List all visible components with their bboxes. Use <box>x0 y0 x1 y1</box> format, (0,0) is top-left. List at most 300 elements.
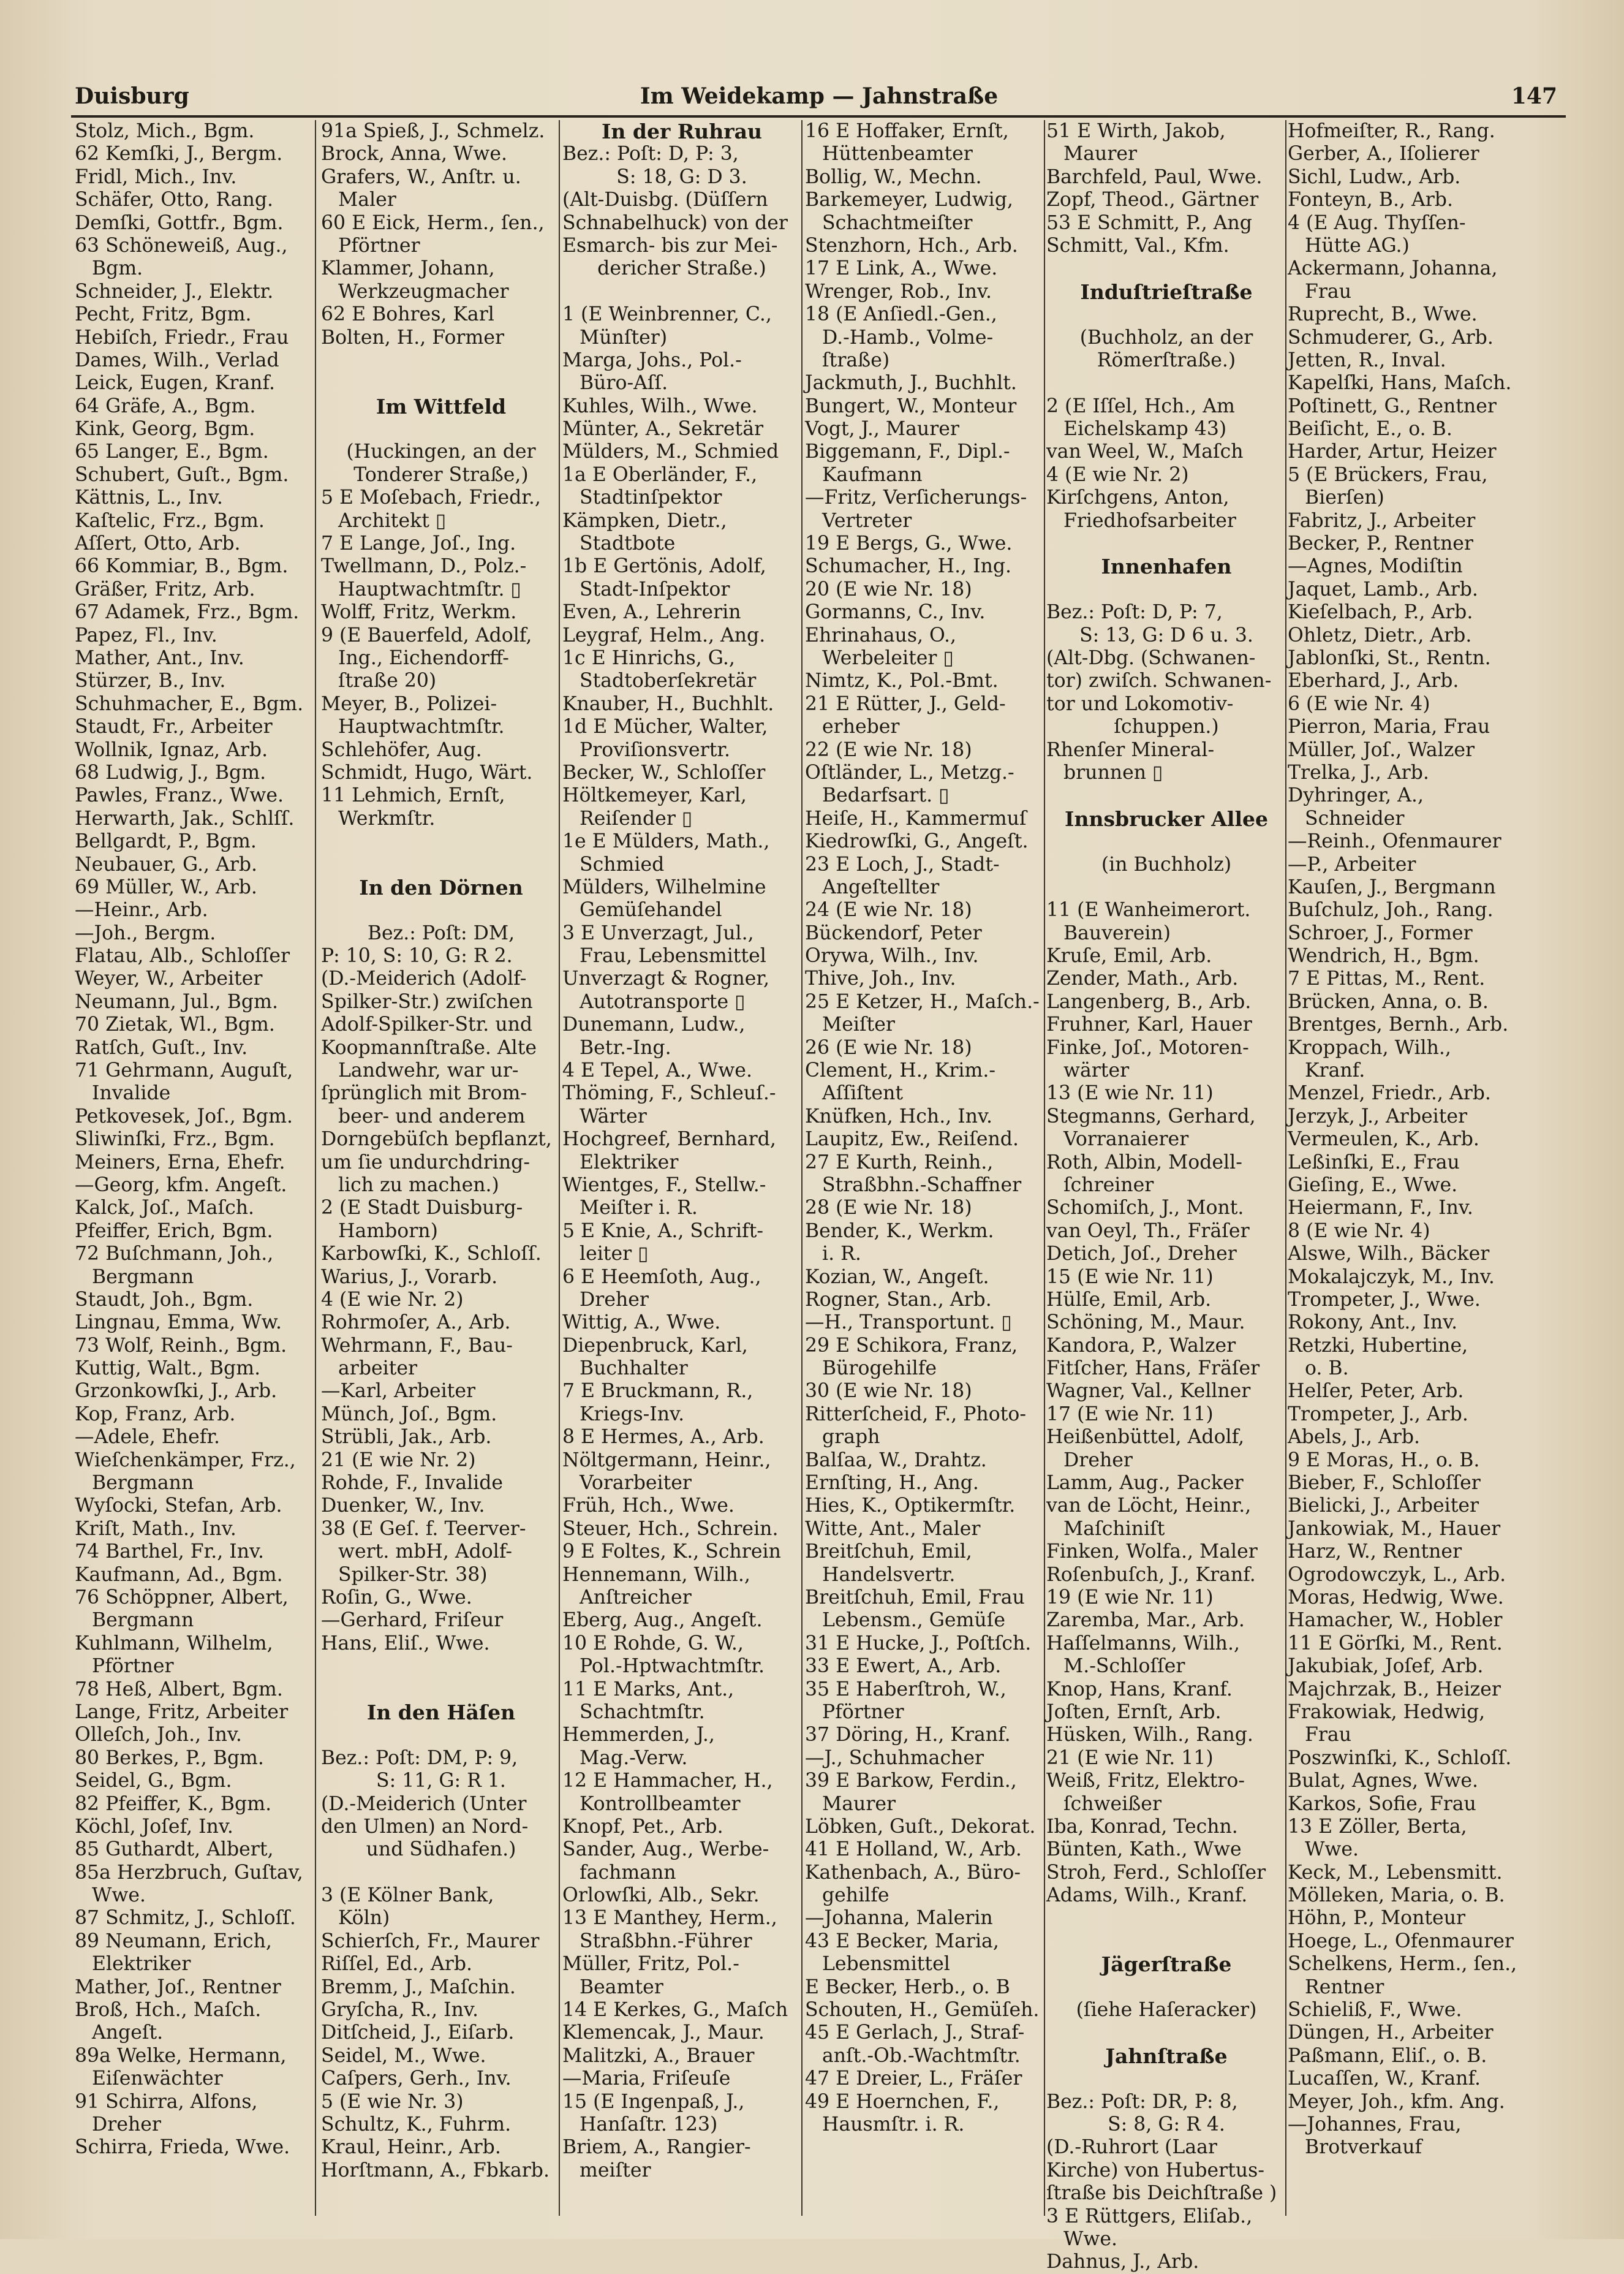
directory-line: Brücken, Anna, o. B. <box>1288 990 1489 1013</box>
directory-line: Grzonkowſki, J., Arb. <box>75 1380 278 1403</box>
directory-line: 13 E Zöller, Berta, <box>1288 1815 1467 1838</box>
directory-line: 1a E Oberländer, F., <box>562 463 758 486</box>
spacer <box>1046 1907 1286 1930</box>
directory-line: Landwehr, war ur- <box>338 1059 519 1082</box>
directory-line: 31 E Hucke, J., Poſtſch. <box>805 1632 1032 1654</box>
spacer <box>1046 2067 1286 2090</box>
directory-line: Maurer <box>1063 143 1138 165</box>
directory-line: Münter, A., Sekretär <box>562 418 764 441</box>
directory-line: Betr.-Ing. <box>580 1036 671 1059</box>
directory-line: Schierſch, Fr., Maurer <box>321 1930 540 1952</box>
column-divider <box>1285 120 1286 2216</box>
spacer <box>321 830 561 853</box>
directory-line: Maſchiniſt <box>1063 1517 1165 1540</box>
directory-line: o. B. <box>1305 1357 1349 1380</box>
directory-line: Ratſch, Guſt., Inv. <box>75 1036 248 1059</box>
directory-line: Witte, Ant., Maler <box>805 1517 981 1540</box>
directory-line: 45 E Gerlach, J., Straf- <box>805 2022 1025 2044</box>
directory-line: Mölleken, Maria, o. B. <box>1288 1884 1505 1907</box>
spacer <box>321 899 561 922</box>
directory-line: Münſter) <box>580 326 668 349</box>
directory-line: Dreher <box>580 1288 649 1311</box>
directory-line: 38 (E Geſ. f. Teerver- <box>321 1517 526 1540</box>
directory-line: Gräßer, Fritz, Arb. <box>75 578 255 601</box>
directory-line: Mülders, M., Schmied <box>562 441 779 463</box>
directory-line: 85a Herzbruch, Guſtav, <box>75 1861 303 1884</box>
directory-line: Kriegs-Inv. <box>580 1403 685 1425</box>
directory-line: Gormanns, C., Inv. <box>805 601 986 624</box>
directory-line: Ernſting, H., Ang. <box>805 1472 979 1495</box>
directory-line: ſchreiner <box>1063 1173 1154 1196</box>
page-number: 147 <box>1511 83 1557 109</box>
directory-line: Lebensm., Gemüſe <box>822 1609 1005 1632</box>
directory-line: Hoege, L., Ofenmaurer <box>1288 1930 1514 1952</box>
directory-line: Hauptwachtmſtr. <box>338 716 505 738</box>
directory-line: 87 Schmitz, J., Schloſſ. <box>75 1907 296 1930</box>
page-header <box>69 80 1569 115</box>
directory-line: Helſer, Peter, Arb. <box>1288 1380 1464 1403</box>
directory-line: Malitzki, A., Brauer <box>562 2044 755 2067</box>
directory-line: 49 E Hoernchen, F., <box>805 2090 1000 2113</box>
directory-line: Kroppach, Wilh., <box>1288 1036 1451 1059</box>
directory-line: Gemüſehandel <box>580 899 722 922</box>
directory-line: Bremm, J., Maſchin. <box>321 1976 516 1998</box>
directory-line: Staudt, Joh., Bgm. <box>75 1288 254 1311</box>
directory-line: Hausmſtr. i. R. <box>822 2113 965 2136</box>
directory-line: arbeiter <box>338 1357 418 1380</box>
directory-line: 62 E Bohres, Karl <box>321 303 494 326</box>
directory-line: Iba, Konrad, Techn. <box>1046 1815 1238 1838</box>
directory-line: 20 (E wie Nr. 18) <box>805 578 972 601</box>
directory-line: —H., Transportunt. ▯ <box>805 1311 1012 1334</box>
directory-line: Joſten, Ernſt, Arb. <box>1046 1700 1222 1723</box>
directory-line: Autotransporte ▯ <box>580 990 746 1013</box>
directory-line: Lebensmittel <box>822 1953 950 1976</box>
directory-line: E Becker, Herb., o. B <box>805 1976 1010 1998</box>
directory-line: Neubauer, G., Arb. <box>75 853 258 876</box>
directory-line: 76 Schöppner, Albert, <box>75 1586 289 1609</box>
directory-line: Vorarbeiter <box>580 1472 692 1495</box>
directory-line: Seidel, M., Wwe. <box>321 2044 486 2067</box>
directory-line: Wollnik, Ignaz, Arb. <box>75 738 268 761</box>
directory-line: (in Buchholz) <box>1101 853 1232 876</box>
directory-line: Haſſelmanns, Wilh., <box>1046 1632 1240 1654</box>
directory-line: Müller, Fritz, Pol.- <box>562 1953 739 1976</box>
directory-line: Ruprecht, B., Wwe. <box>1288 303 1478 326</box>
directory-line: Broß, Hch., Maſch. <box>75 1999 262 2022</box>
directory-line: 85 Guthardt, Albert, <box>75 1838 274 1861</box>
directory-line: 2 (E Stadt Duisburg- <box>321 1197 523 1219</box>
directory-line: Harz, W., Rentner <box>1288 1541 1462 1563</box>
directory-line: Schöning, M., Maur. <box>1046 1311 1245 1334</box>
directory-line: Pecht, Fritz, Bgm. <box>75 303 252 326</box>
directory-line: brunnen ▯ <box>1063 761 1163 784</box>
directory-line: P: 10, S: 10, G: R 2. <box>321 945 513 968</box>
directory-line: Maler <box>338 189 396 211</box>
header-city: Duisburg <box>75 83 189 109</box>
directory-line: 13 E Manthey, Herm., <box>562 1907 777 1930</box>
directory-line: Heiſe, H., Kammermuſ <box>805 807 1027 830</box>
spacer <box>1046 303 1286 326</box>
directory-line: Schmied <box>580 853 665 876</box>
directory-line: Schachtmeiſter <box>822 211 973 234</box>
directory-line: Staudt, Fr., Arbeiter <box>75 716 273 738</box>
directory-line: 91a Spieß, J., Schmelz. <box>321 120 545 142</box>
directory-line: Ackermann, Johanna, <box>1288 257 1498 280</box>
directory-line: Elektriker <box>580 1151 679 1173</box>
directory-line: Kaſtelic, Frz., Bgm. <box>75 509 265 532</box>
directory-line: 91 Schirra, Alfons, <box>75 2090 258 2113</box>
directory-line: Jankowiak, M., Hauer <box>1288 1517 1501 1540</box>
directory-line: 69 Müller, W., Arb. <box>75 876 257 898</box>
directory-line: 64 Gräfe, A., Bgm. <box>75 395 256 417</box>
directory-line: 1 (E Weinbrenner, C., <box>562 303 772 326</box>
directory-line: Finken, Wolfa., Maler <box>1046 1541 1258 1563</box>
directory-line: Karkos, Sofie, Frau <box>1288 1792 1476 1815</box>
directory-line: Stadtoberſekretär <box>580 670 757 692</box>
directory-line: Dyhringer, A., <box>1288 784 1424 807</box>
directory-line: Trelka, J., Arb. <box>1288 761 1429 784</box>
directory-line: Schmidt, Hugo, Wärt. <box>321 761 533 784</box>
directory-line: Papez, Fl., Inv. <box>75 624 217 646</box>
street-heading: Induſtrieſtraße <box>1080 279 1253 304</box>
directory-line: 1e E Mülders, Math., <box>562 830 770 853</box>
directory-line: Langenberg, B., Arb. <box>1046 990 1252 1013</box>
directory-line: Breitſchuh, Emil, Frau <box>805 1586 1025 1609</box>
directory-line: Klammer, Johann, <box>321 257 495 280</box>
directory-line: Brotverkauf <box>1305 2136 1422 2159</box>
directory-line: Maurer <box>822 1792 896 1815</box>
directory-line: Kättnis, L., Inv. <box>75 487 223 509</box>
directory-line: 82 Pfeiffer, K., Bgm. <box>75 1792 272 1815</box>
directory-line: (Alt-Duisbg. (Düſſern <box>562 189 768 211</box>
directory-line: Pförtner <box>338 234 420 257</box>
directory-line: 63 Schöneweiß, Aug., <box>75 234 288 257</box>
directory-line: Spilker-Str.) zwiſchen <box>321 990 533 1013</box>
directory-line: Schumacher, H., Ing. <box>805 555 1012 578</box>
directory-line: van de Löcht, Heinr., <box>1046 1495 1252 1517</box>
directory-line: Roſenbuſch, J., Kranf. <box>1046 1563 1256 1586</box>
directory-line: Reiſender ▯ <box>580 807 693 830</box>
directory-line: D.-Hamb., Volme- <box>822 326 994 349</box>
directory-line: Paßmann, Eliſ., o. B. <box>1288 2044 1487 2067</box>
directory-line: 25 E Ketzer, H., Maſch.- <box>805 990 1040 1013</box>
spacer <box>1046 876 1286 899</box>
directory-line: Tonderer Straße,) <box>353 463 529 486</box>
directory-line: Frau, Lebensmittel <box>580 945 766 968</box>
directory-line: Even, A., Lehrerin <box>562 601 741 624</box>
directory-line: ſchuppen.) <box>1114 716 1219 738</box>
directory-line: Sliwinſki, Frz., Bgm. <box>75 1128 275 1151</box>
directory-line: 18 (E Anſiedl.-Gen., <box>805 303 997 326</box>
directory-line: 10 E Rohde, G. W., <box>562 1632 744 1654</box>
directory-line: 28 (E wie Nr. 18) <box>805 1197 972 1219</box>
directory-line: Meiſter i. R. <box>580 1197 698 1219</box>
directory-line: Bez.: Poſt: DM, <box>367 922 515 944</box>
directory-line: —Karl, Arbeiter <box>321 1380 476 1403</box>
directory-line: Barkemeyer, Ludwig, <box>805 189 1013 211</box>
directory-line: Schneider <box>1305 807 1405 830</box>
directory-line: Architekt ▯ <box>338 509 447 532</box>
directory-line: —Georg, kfm. Angeſt. <box>75 1173 287 1196</box>
directory-line: Gryſcha, R., Inv. <box>321 1999 478 2022</box>
directory-line: 1c E Hinrichs, G., <box>562 646 735 669</box>
directory-line: 4 (E wie Nr. 2) <box>321 1288 464 1311</box>
directory-line: (D.-Meiderich (Unter <box>321 1792 527 1815</box>
directory-line: Kink, Georg, Bgm. <box>75 418 255 441</box>
directory-line: Abels, J., Arb. <box>1288 1426 1421 1449</box>
column-divider <box>315 120 316 2216</box>
directory-line: Stadtbote <box>580 532 676 555</box>
directory-line: Schneider, J., Elektr. <box>75 280 274 303</box>
directory-line: Balſaa, W., Drahtz. <box>805 1449 987 1471</box>
directory-line: Adolf-Spilker-Str. und <box>321 1014 533 1036</box>
directory-line: Angeſt. <box>92 2022 164 2044</box>
directory-line: Rogner, Stan., Arb. <box>805 1288 992 1311</box>
directory-line: 4 (E Aug. Thyſſen- <box>1288 211 1466 234</box>
directory-line: Schmitt, Val., Kfm. <box>1046 234 1229 257</box>
directory-line: 7 E Pittas, M., Rent. <box>1288 968 1486 990</box>
directory-line: Neumann, Jul., Bgm. <box>75 990 278 1013</box>
directory-line: ſtraße) <box>822 349 890 371</box>
directory-line: Höhn, P., Monteur <box>1288 1907 1466 1930</box>
directory-line: 66 Kommiar, B., Bgm. <box>75 555 289 578</box>
directory-line: Heiermann, F., Inv. <box>1288 1197 1473 1219</box>
directory-line: —Johanna, Malerin <box>805 1907 993 1930</box>
directory-line: Pol.-Hptwachtmſtr. <box>580 1655 765 1678</box>
spacer <box>321 854 561 876</box>
directory-line: van Oeyl, Th., Fräſer <box>1046 1219 1250 1242</box>
directory-line: —Heinr., Arb. <box>75 899 208 922</box>
column-divider <box>559 120 560 2216</box>
directory-line: Rentner <box>1305 1976 1384 1998</box>
directory-line: (ſiehe Haſeracker) <box>1076 1999 1257 2022</box>
directory-line: Kathenbach, A., Büro- <box>805 1861 1021 1884</box>
directory-line: Roth, Albin, Modell- <box>1046 1151 1242 1173</box>
street-heading: Jägerſtraße <box>1101 1952 1232 1977</box>
directory-line: Straßbhn.-Schaffner <box>822 1173 1022 1196</box>
column-3 <box>562 120 801 2228</box>
directory-line: Kaufmann, Ad., Bgm. <box>75 1563 283 1586</box>
directory-line: Schieliß, F., Wwe. <box>1288 1999 1462 2022</box>
directory-line: ſtraße 20) <box>338 670 437 692</box>
directory-line: (D.-Meiderich (Adolf- <box>321 968 527 990</box>
directory-line: 39 E Barkow, Ferdin., <box>805 1770 1017 1792</box>
directory-line: Lingnau, Emma, Ww. <box>75 1311 282 1334</box>
spacer <box>1046 532 1286 555</box>
directory-line: —P., Arbeiter <box>1288 853 1416 876</box>
directory-line: Münch, Joſ., Bgm. <box>321 1403 497 1425</box>
directory-line: Ogrodowczyk, L., Arb. <box>1288 1563 1506 1586</box>
directory-line: Ritterſcheid, F., Photo- <box>805 1403 1027 1425</box>
directory-line: Meyer, Joh., kfm. Ang. <box>1288 2090 1505 2113</box>
spacer <box>321 1862 561 1884</box>
directory-line: Sichl, Ludw., Arb. <box>1288 165 1461 188</box>
directory-line: Fonteyn, B., Arb. <box>1288 189 1453 211</box>
directory-line: Werbeleiter ▯ <box>822 646 954 669</box>
directory-line: Lange, Fritz, Arbeiter <box>75 1700 289 1723</box>
directory-line: 70 Zietak, Wl., Bgm. <box>75 1014 275 1036</box>
directory-line: Frakowiak, Hedwig, <box>1288 1700 1486 1723</box>
directory-line: Ing., Eichendorff- <box>338 646 509 669</box>
directory-line: Mokalajczyk, M., Inv. <box>1288 1265 1495 1288</box>
directory-line: Dunemann, Ludw., <box>562 1014 746 1036</box>
spacer <box>321 372 561 395</box>
directory-line: Diepenbruck, Karl, <box>562 1334 748 1357</box>
directory-line: 43 E Becker, Maria, <box>805 1930 999 1952</box>
street-heading: Im Wittfeld <box>376 394 507 419</box>
directory-line: Ditſcheid, J., Eiſarb. <box>321 2022 515 2044</box>
directory-line: 3 (E Kölner Bank, <box>321 1884 494 1907</box>
directory-line: Ohletz, Dietr., Arb. <box>1288 624 1472 646</box>
directory-line: Kruſe, Emil, Arb. <box>1046 945 1212 968</box>
directory-line: Lamm, Aug., Packer <box>1046 1472 1244 1495</box>
directory-line: Aſſiſtent <box>822 1082 904 1105</box>
directory-line: Bender, K., Werkm. <box>805 1219 994 1242</box>
directory-line: 17 (E wie Nr. 11) <box>1046 1403 1214 1425</box>
directory-line: Petkovesek, Joſ., Bgm. <box>75 1105 293 1128</box>
directory-line: leiter ▯ <box>580 1243 649 1265</box>
directory-line: ſchweißer <box>1063 1792 1162 1815</box>
directory-line: Wwe. <box>1305 1838 1359 1861</box>
directory-line: Fitſcher, Hans, Fräſer <box>1046 1357 1260 1380</box>
directory-line: Frau <box>1305 280 1351 303</box>
directory-line: Angeſtellter <box>822 876 940 898</box>
directory-line: —Gerhard, Friſeur <box>321 1609 504 1632</box>
directory-line: 21 E Rütter, J., Geld- <box>805 692 1006 715</box>
directory-line: Schelkens, Herm., ſen., <box>1288 1953 1517 1976</box>
directory-line: Kozian, W., Angeſt. <box>805 1265 989 1288</box>
directory-line: Bünten, Kath., Wwe <box>1046 1838 1242 1861</box>
directory-line: Kapelſki, Hans, Maſch. <box>1288 372 1512 395</box>
directory-line: Leick, Eugen, Kranf. <box>75 372 275 395</box>
directory-line: Werkmſtr. <box>338 807 436 830</box>
directory-line: Harder, Artur, Heizer <box>1288 441 1497 463</box>
directory-line: Schlehöfer, Aug. <box>321 738 482 761</box>
directory-line: 74 Barthel, Fr., Inv. <box>75 1541 265 1563</box>
directory-line: Mather, Ant., Inv. <box>75 646 244 669</box>
directory-line: Hamborn) <box>338 1219 438 1242</box>
directory-line: 8 (E wie Nr. 4) <box>1288 1219 1430 1242</box>
directory-line: Bergmann <box>92 1609 194 1632</box>
directory-line: 67 Adamek, Frz., Bgm. <box>75 601 300 624</box>
directory-line: Rohde, F., Invalide <box>321 1472 504 1495</box>
directory-line: Alswe, Wilh., Bäcker <box>1288 1243 1490 1265</box>
directory-line: 73 Wolf, Reinh., Bgm. <box>75 1334 287 1357</box>
directory-line: Herwarth, Jak., Schlſſ. <box>75 807 295 830</box>
directory-line: Wittig, A., Wwe. <box>562 1311 721 1334</box>
street-heading: In der Ruhrau <box>601 119 763 143</box>
directory-line: 3 E Unverzagt, Jul., <box>562 922 754 944</box>
directory-line: Hülſe, Emil, Arb. <box>1046 1288 1212 1311</box>
directory-line: Jerzyk, J., Arbeiter <box>1288 1105 1468 1128</box>
directory-line: 11 Lehmich, Ernſt, <box>321 784 505 807</box>
directory-line: —Joh., Bergm. <box>75 922 216 944</box>
directory-line: Adams, Wilh., Kranf. <box>1046 1884 1248 1907</box>
directory-line: (Huckingen, an der <box>346 441 536 463</box>
column-4 <box>805 120 1045 2228</box>
directory-line: Wagner, Val., Kellner <box>1046 1380 1251 1403</box>
directory-line: Buſchulz, Joh., Rang. <box>1288 899 1494 922</box>
directory-line: Duenker, W., Inv. <box>321 1495 485 1517</box>
directory-line: Wientges, F., Stellw.- <box>562 1173 766 1196</box>
directory-line: Schomiſch, J., Mont. <box>1046 1197 1244 1219</box>
directory-line: 72 Buſchmann, Joh., <box>75 1243 274 1265</box>
directory-line: Oſtländer, L., Metzg.- <box>805 761 1014 784</box>
directory-line: 9 E Foltes, K., Schrein <box>562 1541 781 1563</box>
spacer <box>321 1724 561 1746</box>
directory-line: Dreher <box>92 2113 161 2136</box>
directory-line: 22 (E wie Nr. 18) <box>805 738 972 761</box>
directory-line: den Ulmen) an Nord- <box>321 1815 529 1838</box>
directory-line: 37 Döring, H., Kranf. <box>805 1724 1011 1746</box>
directory-line: 29 E Schikora, Franz, <box>805 1334 1018 1357</box>
directory-line: Heißenbüttel, Adolf, <box>1046 1426 1245 1449</box>
directory-line: Müller, Joſ., Walzer <box>1288 738 1475 761</box>
directory-line: Majchrzak, B., Heizer <box>1288 1678 1501 1700</box>
directory-line: Kranf. <box>1305 1059 1365 1082</box>
directory-line: Vertreter <box>822 509 912 532</box>
directory-line: 15 (E Ingenpaß, J., <box>562 2090 745 2113</box>
directory-line: 9 (E Bauerfeld, Adolf, <box>321 624 532 646</box>
directory-line: 21 (E wie Nr. 11) <box>1046 1746 1214 1769</box>
spacer <box>1046 2022 1286 2044</box>
street-heading: Jahnſtraße <box>1105 2044 1228 2068</box>
directory-line: Beiſicht, E., o. B. <box>1288 418 1452 441</box>
directory-line: Weiß, Fritz, Elektro- <box>1046 1770 1245 1792</box>
spacer <box>1046 372 1286 395</box>
directory-line: 65 Langer, E., Bgm. <box>75 441 269 463</box>
directory-line: Trompeter, J., Arb. <box>1288 1403 1468 1425</box>
directory-line: S: 11, G: R 1. <box>376 1770 506 1792</box>
directory-line: Schroer, J., Former <box>1288 922 1473 944</box>
directory-line: 17 E Link, A., Wwe. <box>805 257 998 280</box>
directory-line: Jackmuth, J., Buchhlt. <box>805 372 1017 395</box>
directory-line: Becker, W., Schloſſer <box>562 761 766 784</box>
spacer <box>1046 578 1286 601</box>
directory-line: Proviſionsvertr. <box>580 738 731 761</box>
directory-line: Schnabelhuck) von der <box>562 211 788 234</box>
directory-line: Detich, Joſ., Dreher <box>1046 1243 1237 1265</box>
directory-line: Beamter <box>580 1976 663 1998</box>
directory-line: Horſtmann, A., Fbkarb. <box>321 2159 550 2181</box>
directory-line: beer- und anderem <box>338 1105 526 1128</box>
spacer <box>1046 784 1286 807</box>
directory-line: Schubert, Guſt., Bgm. <box>75 463 289 486</box>
directory-line: Werkzeugmacher <box>338 280 509 303</box>
directory-line: Bungert, W., Monteur <box>805 395 1017 417</box>
directory-line: 14 E Kerkes, G., Maſch <box>562 1999 788 2022</box>
directory-line: Clement, H., Krim.- <box>805 1059 996 1082</box>
directory-line: Hütte AG.) <box>1305 234 1410 257</box>
directory-line: Dames, Wilh., Verlad <box>75 349 279 371</box>
directory-line: und Südhafen.) <box>366 1838 516 1861</box>
directory-line: Nöltgermann, Heinr., <box>562 1449 771 1471</box>
directory-line: wert. mbH, Adolf- <box>338 1541 513 1563</box>
directory-line: Zender, Math., Arb. <box>1046 968 1239 990</box>
directory-line: —J., Schuhmacher <box>805 1746 984 1769</box>
directory-line: Kontrollbeamter <box>580 1792 741 1815</box>
directory-line: Römerſtraße.) <box>1097 349 1236 371</box>
spacer <box>321 1655 561 1678</box>
directory-line: 5 E Knie, A., Schrift- <box>562 1219 764 1242</box>
column-5 <box>1046 120 1286 2273</box>
directory-line: Aſſert, Otto, Arb. <box>75 532 241 555</box>
directory-line: Düngen, H., Arbeiter <box>1288 2022 1494 2044</box>
directory-line: Früh, Hch., Wwe. <box>562 1495 735 1517</box>
directory-line: —Agnes, Modiſtin <box>1288 555 1463 578</box>
directory-line: Meyer, B., Polizei- <box>321 692 497 715</box>
